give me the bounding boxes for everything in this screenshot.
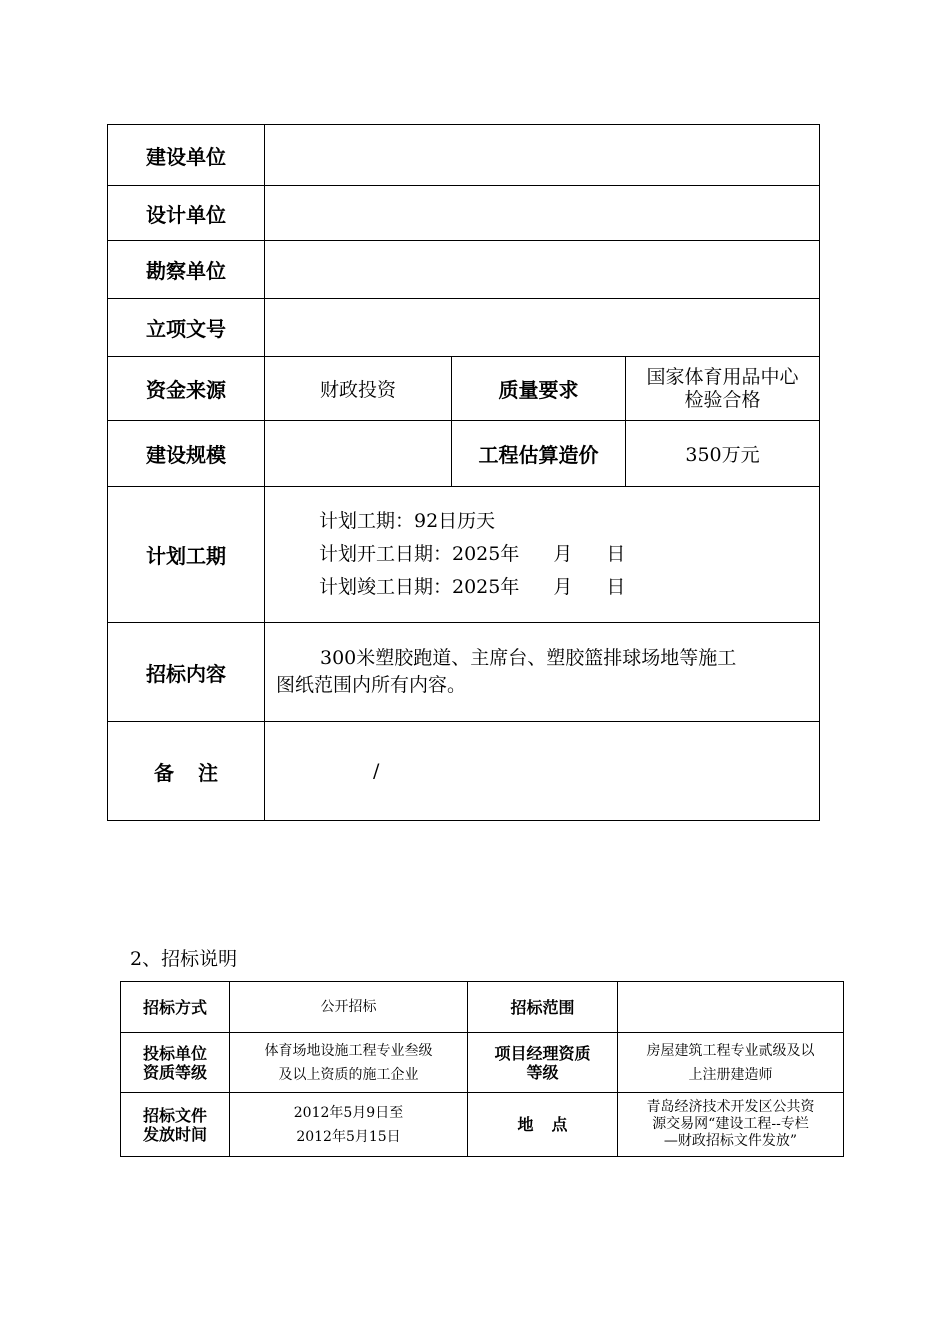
tender-scope-value (618, 982, 844, 1033)
planned-finish-prefix: 计划竣工日期：2025年 (319, 576, 520, 598)
remarks-value: / (265, 722, 820, 821)
doc-time-value-line1: 2012年5月9日至 (293, 1104, 404, 1121)
remarks-label-char2: 注 (198, 760, 218, 785)
tender-content-text1: 300米塑胶跑道、主席台、塑胶篮排球场地等施工 (320, 647, 737, 669)
place-value-line2: 源交易网“建设工程--专栏 (652, 1116, 809, 1132)
bidder-qualification-value-line1: 体育场地设施工程专业叁级 (264, 1042, 433, 1059)
funding-source-value: 财政投资 (265, 357, 452, 421)
place-value-line1: 青岛经济技术开发区公共资 (646, 1099, 815, 1115)
doc-time-value (230, 1093, 468, 1157)
survey-unit-value (265, 241, 820, 299)
approval-doc-value (265, 299, 820, 357)
doc-time-label-line2: 发放时间 (142, 1124, 207, 1144)
row-planned-period (108, 487, 820, 623)
planned-finish-month: 月 (553, 576, 573, 598)
planned-start-day: 日 (606, 543, 626, 565)
tender-content-line2: 图纸范围内所有内容。 (276, 674, 467, 696)
row-funding-quality (108, 357, 820, 421)
design-unit-value (265, 186, 820, 241)
row-tender-content (108, 623, 820, 722)
tender-method-label: 招标方式 (121, 982, 230, 1033)
design-unit-label: 设计单位 (108, 186, 265, 241)
doc-time-label-line1: 招标文件 (142, 1105, 207, 1125)
quality-requirement-label: 质量要求 (452, 357, 626, 421)
pm-qualification-label-line2: 等级 (526, 1062, 559, 1082)
remarks-label (108, 722, 265, 821)
place-value-line3: —财政招标文件发放” (663, 1133, 798, 1149)
row-doc-time-place (121, 1093, 844, 1157)
bidder-qualification-value (230, 1033, 468, 1093)
pm-qualification-value-line1: 房屋建筑工程专业贰级及以 (646, 1042, 815, 1059)
remarks-label-char1: 备 (154, 760, 174, 785)
approval-doc-label: 立项文号 (108, 299, 265, 357)
planned-period-value (265, 487, 820, 623)
quality-requirement-line2: 检验合格 (684, 388, 761, 411)
funding-source-label: 资金来源 (108, 357, 265, 421)
pm-qualification-label-line1: 项目经理资质 (494, 1043, 591, 1063)
planned-start-month: 月 (553, 543, 573, 565)
planned-finish-day: 日 (606, 576, 626, 598)
bidder-qualification-label-line1: 投标单位 (142, 1043, 207, 1063)
bidder-qualification-label-line2: 资质等级 (142, 1062, 207, 1082)
row-design-unit (108, 186, 820, 241)
planned-start-prefix: 计划开工日期：2025年 (319, 543, 520, 565)
construction-unit-value (265, 125, 820, 186)
bidder-qualification-value-line2: 及以上资质的施工企业 (278, 1066, 419, 1083)
place-label (468, 1093, 618, 1157)
row-survey-unit (108, 241, 820, 299)
planned-finish-date (319, 571, 819, 604)
bidder-qualification-label (121, 1033, 230, 1093)
place-label-char1: 地 (517, 1115, 534, 1134)
doc-time-value-line2: 2012年5月15日 (296, 1128, 401, 1145)
construction-scale-value (265, 421, 452, 487)
tender-info-table (120, 981, 844, 1157)
row-construction-unit (108, 125, 820, 186)
tender-method-value: 公开招标 (230, 982, 468, 1033)
construction-unit-label: 建设单位 (108, 125, 265, 186)
section-title: 2、招标说明 (130, 948, 238, 970)
row-qualifications (121, 1033, 844, 1093)
construction-scale-label: 建设规模 (108, 421, 265, 487)
pm-qualification-value (618, 1033, 844, 1093)
planned-period-label: 计划工期 (108, 487, 265, 623)
place-label-char2: 点 (551, 1115, 568, 1134)
pm-qualification-value-line2: 上注册建造师 (688, 1066, 773, 1083)
pm-qualification-label (468, 1033, 618, 1093)
estimated-cost-label: 工程估算造价 (452, 421, 626, 487)
tender-content-value (265, 623, 820, 722)
doc-time-label (121, 1093, 230, 1157)
tender-content-label: 招标内容 (108, 623, 265, 722)
planned-start-date (319, 538, 819, 571)
tender-scope-label: 招标范围 (468, 982, 618, 1033)
survey-unit-label: 勘察单位 (108, 241, 265, 299)
row-scale-cost (108, 421, 820, 487)
quality-requirement-line1: 国家体育用品中心 (646, 365, 799, 388)
estimated-cost-value: 350万元 (626, 421, 820, 487)
place-value (618, 1093, 844, 1157)
row-approval-doc (108, 299, 820, 357)
row-method-scope (121, 982, 844, 1033)
project-info-table (107, 124, 820, 821)
row-remarks (108, 722, 820, 821)
planned-duration: 计划工期：92日历天 (319, 510, 496, 532)
quality-requirement-value (626, 357, 820, 421)
tender-content-line1 (276, 645, 811, 672)
